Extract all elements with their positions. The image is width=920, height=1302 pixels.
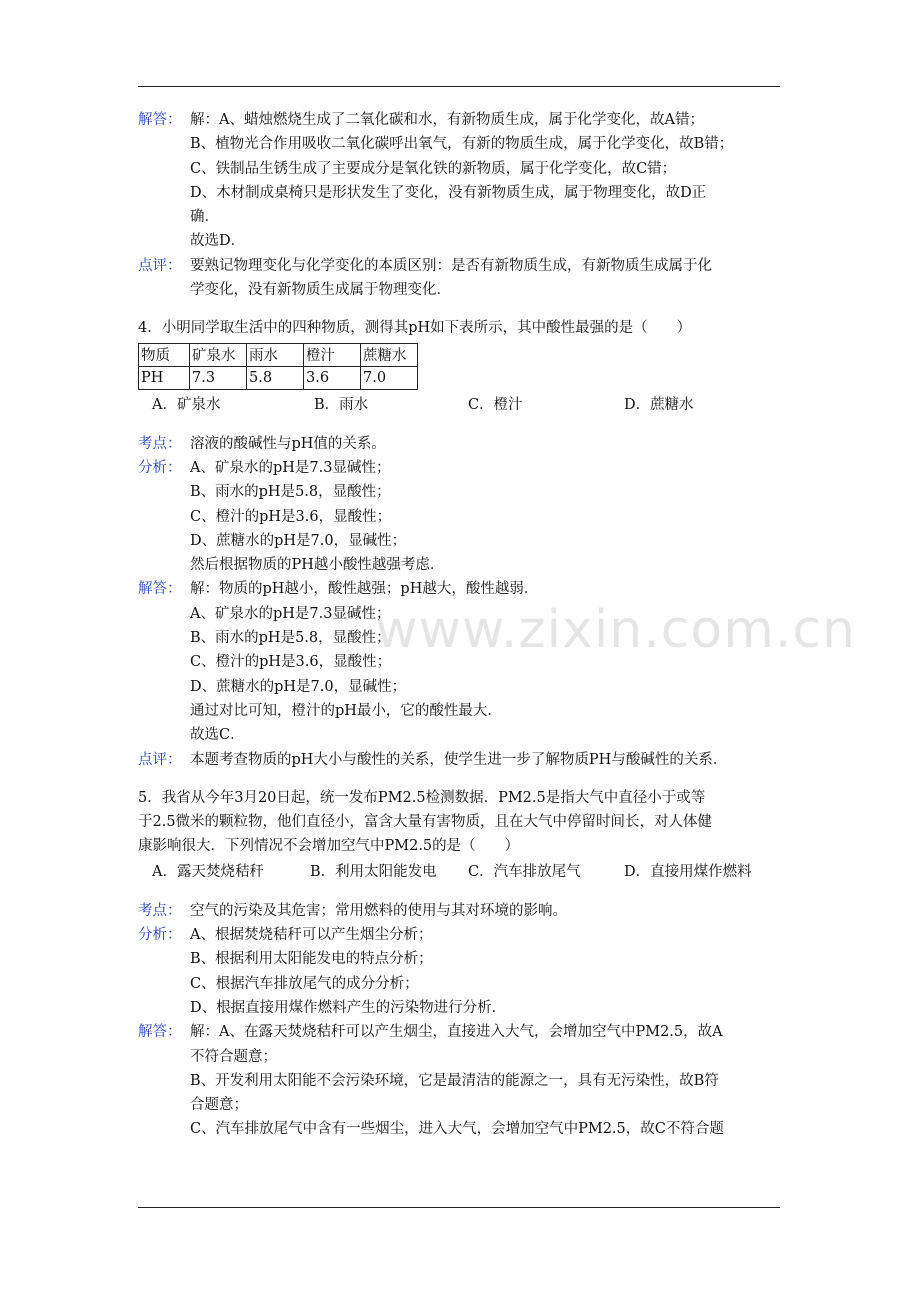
text-line: 确．: [190, 209, 219, 226]
question-5: [138, 786, 780, 885]
answer-label: 解答：: [138, 581, 182, 598]
q5-analysis-text: [190, 923, 780, 1020]
question-4: [138, 316, 780, 417]
option-d: D．直接用煤作燃料: [624, 863, 752, 880]
text-line: C、橙汁的pH是3.6，显酸性；: [190, 654, 392, 671]
point-label: 考点：: [138, 902, 182, 919]
q3-comment-block: [138, 254, 780, 303]
text-line: D、蔗糖水的pH是7.0，显碱性；: [190, 678, 407, 695]
q4-point-block: [138, 432, 780, 456]
text-line: C、根据汽车排放尾气的成分分析；: [190, 975, 419, 992]
text-line: B、根据利用太阳能发电的特点分析；: [190, 951, 433, 968]
table-cell: 7.3: [190, 366, 247, 389]
analysis-label: 分析：: [138, 927, 182, 944]
document-body: [138, 108, 780, 1142]
question-5-options: [138, 859, 780, 885]
q4-point-text: [190, 432, 780, 456]
q4-answer-text: [190, 577, 780, 747]
option-b: B．利用太阳能发电: [310, 863, 437, 880]
text-line: B、雨水的pH是5.8，显酸性；: [190, 484, 391, 501]
q4-comment-block: [138, 748, 780, 772]
comment-label: 点评：: [138, 751, 182, 768]
option-a: A．矿泉水: [152, 396, 221, 413]
text-line: 故选D．: [190, 233, 246, 250]
table-row: [139, 366, 418, 389]
text-line: 解：A、在露天焚烧秸秆可以产生烟尘，直接进入大气，会增加空气中PM2.5，故A: [190, 1024, 723, 1041]
text-line: 合题意；: [190, 1097, 248, 1114]
q3-comment-text: [190, 254, 780, 303]
text-line: 不符合题意；: [190, 1048, 277, 1065]
q5-answer-text: [190, 1020, 780, 1141]
q4-analysis-text: [190, 456, 780, 577]
table-header-cell: 橙汁: [304, 343, 361, 366]
text-line: 学变化，没有新物质生成属于物理变化．: [190, 282, 451, 299]
text-line: C、橙汁的pH是3.6，显酸性；: [190, 508, 392, 525]
table-cell: PH: [139, 366, 190, 389]
text-line: 然后根据物质的PH越小酸性越强考虑．: [190, 557, 445, 574]
text-line: D、木材制成桌椅只是形状发生了变化，没有新物质生成，属于物理变化，故D正: [190, 184, 707, 201]
text-line: A、矿泉水的pH是7.3显碱性；: [190, 605, 391, 622]
question-5-stem: 康影响很大．下列情况不会增加空气中PM2.5的是（ ）: [138, 838, 520, 855]
table-row: [139, 343, 418, 366]
text-line: 通过对比可知，橙汁的pH最小，它的酸性最大．: [190, 702, 502, 719]
analysis-label: 分析：: [138, 459, 182, 476]
option-b: B．雨水: [314, 396, 369, 413]
q5-analysis-block: [138, 923, 780, 1020]
q5-point-text: [190, 899, 780, 923]
watermark: www.zixin.com.cn: [375, 600, 856, 660]
table-cell: 5.8: [247, 366, 304, 389]
text-line: B、植物光合作用吸收二氧化碳呼出氧气，有新的物质生成，属于化学变化，故B错；: [190, 136, 734, 153]
text-line: C、铁制品生锈生成了主要成分是氧化铁的新物质，属于化学变化，故C错；: [190, 160, 677, 177]
q5-point-block: [138, 899, 780, 923]
answer-label: 解答：: [138, 112, 182, 128]
option-d: D．蔗糖水: [624, 396, 694, 413]
text-line: 解：物质的pH越小，酸性越强；pH越大，酸性越弱．: [190, 581, 539, 598]
text-line: A、矿泉水的pH是7.3显碱性；: [190, 459, 391, 476]
table-header-cell: 矿泉水: [190, 343, 247, 366]
text-line: 要熟记物理变化与化学变化的本质区别：是否有新物质生成，有新物质生成属于化: [190, 257, 712, 274]
question-4-stem: 4．小明同学取生活中的四种物质，测得其pH如下表所示，其中酸性最强的是（ ）: [138, 320, 692, 337]
text-line: B、开发利用太阳能不会污染环境，它是最清洁的能源之一，具有无污染性，故B符: [190, 1072, 719, 1089]
q4-comment-text: [190, 748, 780, 772]
comment-label: 点评：: [138, 257, 182, 274]
q5-answer-block: [138, 1020, 780, 1141]
text-line: A、根据焚烧秸秆可以产生烟尘分析；: [190, 927, 433, 944]
question-5-stem: 5．我省从今年3月20日起，统一发布PM2.5检测数据．PM2.5是指大气中直径小于或等: [138, 789, 706, 806]
option-c: C．汽车排放尾气: [468, 863, 581, 880]
q3-answer-text: [190, 108, 780, 254]
q4-analysis-block: [138, 456, 780, 577]
question-4-options: [138, 392, 780, 418]
text-line: D、蔗糖水的pH是7.0，显碱性；: [190, 532, 407, 549]
q4-answer-block: [138, 577, 780, 747]
header-rule: [138, 86, 780, 87]
text-line: 本题考查物质的pH大小与酸性的关系，使学生进一步了解物质PH与酸碱性的关系．: [190, 751, 728, 768]
answer-label: 解答：: [138, 1024, 182, 1041]
text-line: D、根据直接用煤作燃料产生的污染物进行分析．: [190, 999, 507, 1016]
text-line: 空气的污染及其危害；常用燃料的使用与其对环境的影响。: [190, 902, 567, 919]
table-header-cell: 雨水: [247, 343, 304, 366]
point-label: 考点：: [138, 435, 182, 452]
text-line: C、汽车排放尾气中含有一些烟尘，进入大气，会增加空气中PM2.5，故C不符合题: [190, 1121, 724, 1138]
text-line: B、雨水的pH是5.8，显酸性；: [190, 630, 391, 647]
footer-rule: [138, 1207, 780, 1208]
table-header-cell: 物质: [139, 343, 190, 366]
q3-answer-block: [138, 108, 780, 254]
table-cell: 7.0: [361, 366, 418, 389]
text-line: 解：A、蜡烛燃烧生成了二氧化碳和水，有新物质生成，属于化学变化，故A错；: [190, 112, 704, 128]
text-line: 故选C．: [190, 727, 245, 744]
option-c: C．橙汁: [468, 396, 523, 413]
text-line: 溶液的酸碱性与pH值的关系。: [190, 435, 386, 452]
table-cell: 3.6: [304, 366, 361, 389]
question-5-stem: 于2.5微米的颗粒物，他们直径小，富含大量有害物质，且在大气中停留时间长，对人体健: [138, 814, 713, 831]
ph-table: [138, 343, 418, 390]
table-header-cell: 蔗糖水: [361, 343, 418, 366]
option-a: A．露天焚烧秸秆: [152, 863, 264, 880]
